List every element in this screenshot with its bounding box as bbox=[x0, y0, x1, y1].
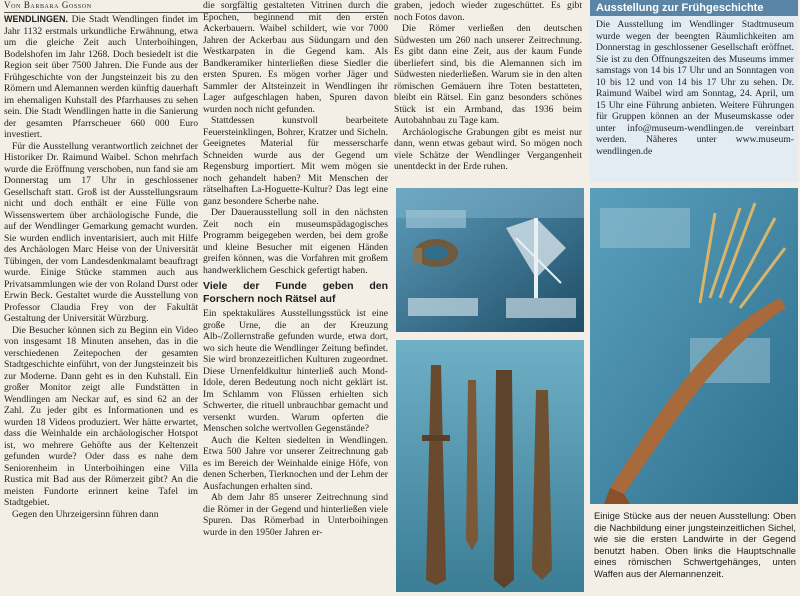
photo-alemannic-weapons bbox=[396, 340, 584, 592]
paragraph: Auch die Kelten siedelten in Wendlingen. Etwa 500 Jahre vor unserer Zeitrechnung gab es im Bereich der Weinhalde einige Höfe, von denen Scherben, Tierknochen und der Lehm der Ausfachungen erhalten sind. bbox=[203, 434, 388, 492]
weapons-illustration bbox=[396, 340, 584, 592]
sickle-illustration bbox=[590, 188, 798, 504]
dateline: WENDLINGEN. bbox=[4, 14, 68, 24]
paragraph: Stattdessen kunstvoll bearbeitete Feuersteinklingen, Bohrer, Kratzer und Sicheln. Geeignetes Material für messerscharfe Schneiden wurde aus der Gegend um Regensburg importiert. Mit wem mögen sie noch gehandelt haben? Mit Menschen der rätselhaften La-Hoguette-Kultur? Das legt eine ganz besondere Scherbe nahe. bbox=[203, 115, 388, 207]
paragraph: graben, jedoch wieder zugeschüttet. Es gibt noch Fotos davon. bbox=[394, 0, 582, 23]
photo-caption: Einige Stücke aus der neuen Ausstellung: Oben die Nachbildung einer jungsteinzeitlichen Sichel, wie sie die ersten Landwirte in der Gegend benutzt haben. Oben links die Hauptschnalle eines römischen Schwertgehänges, unten Waffen aus der Alemannenzeit. bbox=[594, 510, 796, 579]
paragraph: Der Dauerausstellung soll in den nächsten Zeit noch ein museumspädagogisches Programm beigegeben werden, bei dem große und kleine Besucher mit eigenen Händen greifen können, was die Vorfahren mit großem handwerklichem Geschick gefertigt haben. bbox=[203, 207, 388, 276]
paragraph bbox=[4, 14, 198, 141]
article-column-2 bbox=[203, 0, 388, 580]
paragraph: Gegen den Uhrzeigersinn führen dann bbox=[12, 508, 159, 520]
paragraph: Die Römer verließen den deutschen Südwesten um 260 nach unserer Zeitrechnung. Es gibt dann eine Zeit, aus der kaum Funde überliefert sind, bis die Alemannen sich im Südwesten niederließen. Warum sie in den alten römischen Gemäuern ihre Toten bestatteten, bleibt ein Rätsel. Ein ganz besonders schönes Stück ist ein Armband, das 1936 beim Autobahnbau zu Tage kam. bbox=[394, 23, 582, 126]
paragraph: Ein spektakuläres Ausstellungsstück ist eine große Urne, die an der Kreuzung Alb-/Zollernstraße gefunden wurde, etwa dort, wo sich heute die Wendlinger Zeitung befindet. Sie wird bronzezeitlichen Kulturen zugeordnet. Diese Urnenfeldkultur hinterließ auch Mond-Idole, deren Bedeutung noch nicht geklärt ist. Im Schlamm von Flüssen erhielten sich Schwerter, die rituell unbrauchbar gemacht und versenkt wurden. Warum opferten die Menschen solche wertvollen Gegenstände? bbox=[203, 308, 388, 434]
paragraph: Für die Ausstellung verantwortlich zeichnet der Historiker Dr. Raimund Waibel. Schon mehrfach wurde die Eröffnung verschoben, nun fand sie am Donnerstag um 17 Uhr in geschlossener Gesellschaft statt. Groß ist der Ausstellungsraum nicht und doch enthält er eine Fülle von Wissenswertem über archäologische Funde, die auf der Wendlinger Gemarkung gemacht wurden. Sie wurden endlich inventarisiert, auch mit Hilfe des Archäologen Marc Heise von der Universität Tübingen, der vom Landesdenkmalamt beauftragt wurde. Einige Stücke stammen auch aus Privatsammlungen wie der von Roland Durst oder Erwin Beck. Gestaltet wurde die Ausstellung von Professor Claudia Frey von der Fakultät Gestaltung der Universität Würzburg. bbox=[4, 140, 198, 324]
photo-belt-buckle bbox=[396, 188, 584, 332]
paragraph: die sorgfältig gestalteten Vitrinen durch die Epochen, beginnend mit den ersten Ackerbauern. Waibel schildert, wie vor 7000 Jahren der Ackerbau aus Südungarn und den Westkarpaten in die Gegend kam. Als Bandkeramiker hinterließen diese Siedler die ersten Spuren. Es mögen vorher Jäger und Sammler der Altsteinzeit in Wendlingen ihr Lager aufgeschlagen haben, Spuren davon wurden noch nicht gefunden. bbox=[203, 0, 388, 115]
paragraph: Ab dem Jahr 85 unserer Zeitrechnung sind die Römer in der Gegend und hinterließen viele Spuren. Das Römerbad in Unterboihingen wurde in den 1950er Jahren er- bbox=[203, 492, 388, 538]
paragraph: Die Besucher können sich zu Beginn ein Video von insgesamt 18 Minuten ansehen, das in die verschiedenen Zeitepochen der gesamten Stadtgeschichte einführt, von der Jungsteinzeit bis zur Moderne. Dann geht es in den Kuhstall. Ein großer Monitor zeigt alle Fundstätten in Wendlingen am Neckar auf, es sind 62 an der Zahl. Zu jeder gibt es Informationen und es wurden 18 Videos produziert. Wer hätte erwartet, dass die Weinhalde ein archäologischer Hotspot ist, wo mehrere Gehöfte aus der Keltenzeit gefunden wurde? Oder dass es nahe dem Seniorenheim in Unterboihingen eine Villa Rustica mit Bad aus der Römerzeit gibt? An die meisten Fundorte erinnert keine Tafel im Stadtgebiet. bbox=[4, 324, 198, 508]
article-column-1 bbox=[4, 14, 198, 594]
article-column-3 bbox=[394, 0, 582, 178]
photo-neolithic-sickle bbox=[590, 188, 798, 504]
belt-buckle-illustration bbox=[396, 188, 584, 332]
paragraph: Archäologische Grabungen gibt es meist nur dann, wenn etwas gebaut wird. So mögen noch viele Schätze der Wendlinger Vergangenheit unentdeckt in der Erde ruhen. bbox=[394, 126, 582, 172]
info-box-title: Ausstellung zur Frühgeschichte bbox=[596, 2, 764, 14]
paragraph-text: Die Stadt Wendlingen findet im Jahr 1132 erstmals urkundliche Erwähnung, etwa um die gleiche Zeit auch Unterboihingen, Bodelshofen im Jahr 1268. Doch besiedelt ist die Region seit über 7500 Jahren. Die Funde aus der Frühgeschichte von der Jungsteinzeit bis zu den Römern und Alemannen werden künftig dauerhaft im ehemaligen Kuhstall des Pfarrhauses zu sehen sein. Die Stadt Wendlingen hatte in die Sanierung der gesamten Pfarrscheuer 660 000 Euro investiert. bbox=[4, 14, 198, 140]
byline: Von Barbara Gosson bbox=[4, 0, 384, 13]
info-box-text: Die Ausstellung im Wendlinger Stadtmuseum wurde wegen der beengten Räumlichkeiten am Donnerstag in geschlossener Gesellschaft eröffnet. Sie ist zu den Öffnungszeiten des Museums immer samstags von 14 bis 17 Uhr und an Sonntagen von 10 bis 12 und von 14 bis 17 Uhr zu sehen. Dr. Raimund Waibel wird am Sonntag, 24. April, um 15 Uhr eine Führung anbieten. Weitere Führungen für Gruppen können an der Museumskasse oder unter info@museum-wendlingen.de vereinbart werden. Näheres unter www.museum-wendlingen.de bbox=[596, 19, 794, 157]
subheading: Viele der Funde geben den Forschern noch Rätsel auf bbox=[203, 280, 388, 305]
